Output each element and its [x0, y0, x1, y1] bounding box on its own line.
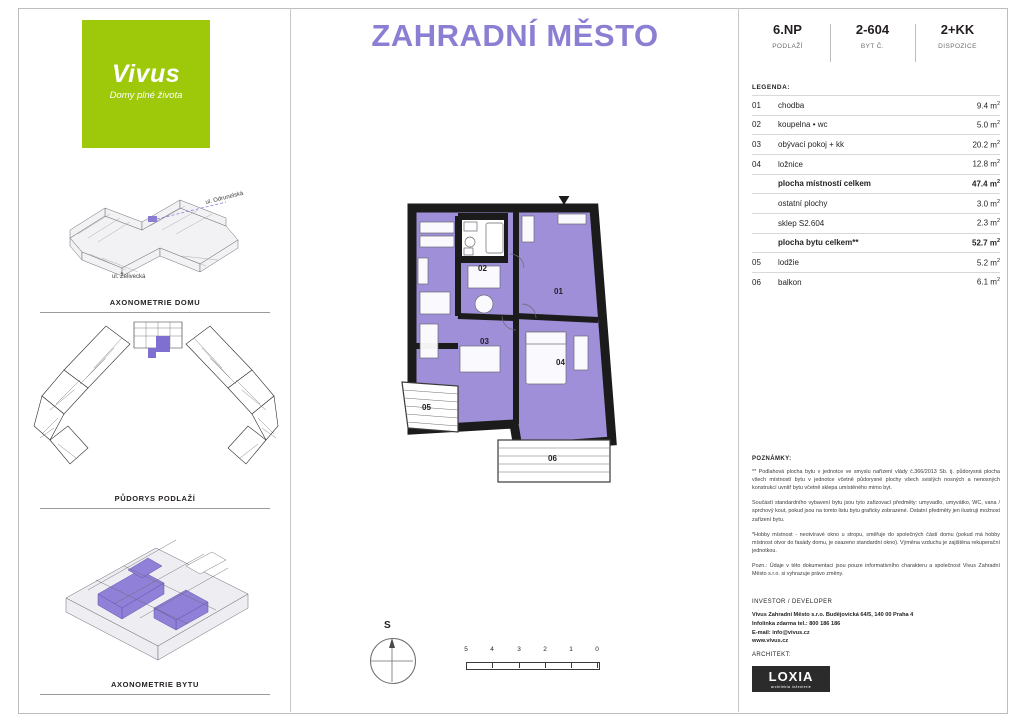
table-row	[752, 154, 1000, 174]
room-number: 02	[752, 120, 761, 130]
caption-axonometry-house: AXONOMETRIE DOMU	[109, 298, 201, 307]
header-unit	[830, 22, 915, 68]
compass-rose	[360, 620, 430, 690]
table-row	[752, 115, 1000, 135]
unit-floorplan-svg	[398, 196, 648, 486]
compass-label: S	[384, 620, 391, 631]
room-number: 06	[752, 277, 761, 287]
room-area: 52.7 $m^2$	[972, 238, 1000, 248]
note-2: Součástí standardního vybavení bytu jsou tyto zařizovací předměty: umyvadlo, umyvátko, WC, vana / sprchový kout, pokud jsou na tomto listu bytu graficky zobrazené. Ostatní předměty jen ilustruji možnost zařízení bytu.	[752, 500, 1000, 523]
header-unit-label: BYT Č.	[860, 43, 885, 50]
room-area: 9.4 $m^2$	[976, 100, 1000, 111]
loxia-sub: architekta inženierie	[770, 684, 812, 689]
room-label-03: 03	[480, 337, 489, 346]
room-label-04: 04	[556, 358, 565, 367]
table-row	[752, 134, 1000, 154]
room-area: 20.2 $m^2$	[972, 139, 1000, 150]
room-label-06: 06	[548, 454, 557, 463]
scale-tick-1: 1	[569, 646, 573, 653]
header-layout-label: DISPOZICE	[938, 43, 977, 50]
table-row	[752, 95, 1000, 115]
scale-tick-3: 3	[517, 646, 521, 653]
header-info	[745, 22, 1000, 68]
vivus-logo	[82, 20, 210, 148]
room-area: 6.1 $m^2$	[976, 277, 1000, 288]
note-3: *Hobby místnost - neotvíravé okno u stropu, směřuje do společných částí domu (pokud má hobby místnost otvor do fasády domu, je osazeno standardní okno). Výměna vzduchu je zajištěna rekuperační jednotkou.	[752, 531, 1000, 554]
loxia-name: LOXIA	[768, 668, 814, 684]
caption-axonometry-flat: AXONOMETRIE BYTU	[111, 680, 199, 689]
table-row	[752, 252, 1000, 272]
table-row	[752, 272, 1000, 292]
investor-web[interactable]: www.vivus.cz	[752, 638, 789, 645]
room-name: koupelna • wc	[778, 120, 828, 130]
investor-company: Vivus Zahradní Město s.r.o. Budějovická 64/5, 140 00 Praha 4	[752, 612, 914, 619]
loxia-logo	[752, 666, 830, 692]
caption-floor-plan: PŮDORYS PODLAŽÍ	[114, 494, 196, 503]
room-name: ložnice	[778, 159, 803, 169]
investor-block	[752, 598, 1000, 646]
scale-tick-4: 4	[490, 646, 494, 653]
unit-floorplan	[398, 196, 648, 486]
architect-heading: ARCHITEKT:	[752, 652, 792, 658]
room-area: 47.4 $m^2$	[972, 179, 1000, 189]
room-name: chodba	[778, 100, 805, 110]
note-1: ** Podlahová plocha bytu v jednotce ve smyslu nařízení vlády č.366/2013 Sb. tj. půdorysná plocha všech místností bytu v jednotce včetně půdorysné plochy všech svislých nosných a nenosných konstrukcí uvnitř bytu včetně sklepa umístěného mimo byt.	[752, 469, 1000, 492]
svg-text:ul. Odrunelská: ul. Odrunelská	[205, 190, 245, 206]
table-row-total-rooms	[752, 174, 1000, 194]
header-layout	[915, 22, 1000, 68]
divider	[40, 508, 270, 509]
room-name: obývací pokoj + kk	[778, 140, 845, 150]
investor-heading: INVESTOR / DEVELOPER	[752, 599, 833, 605]
room-area: 5.2 $m^2$	[976, 257, 1000, 268]
room-label-01: 01	[554, 287, 563, 296]
room-label-05: 05	[422, 403, 431, 412]
room-area: 12.8 $m^2$	[972, 159, 1000, 170]
room-name: lodžie	[778, 258, 799, 268]
room-number: 03	[752, 140, 761, 150]
room-name: sklep S2.604	[778, 218, 825, 228]
logo-tagline: Domy plné života	[109, 90, 183, 101]
scale-bar	[466, 640, 598, 674]
room-label-02: 02	[478, 264, 487, 273]
investor-email: E-mail: info@vivus.cz	[752, 629, 810, 636]
header-floor-value: 6.NP	[773, 22, 802, 37]
axonometry-house-drawing	[30, 168, 280, 283]
divider-right	[738, 8, 739, 712]
floor-plan-drawing	[30, 318, 280, 486]
room-area: 3.0 $m^2$	[976, 198, 1000, 209]
room-number: 04	[752, 159, 761, 169]
page-title: ZAHRADNÍ MĚSTO	[371, 18, 659, 53]
scale-bar-body	[466, 662, 600, 670]
logo-name: Vivus	[111, 60, 181, 88]
room-area: 2.3 $m^2$	[976, 218, 1000, 229]
room-name: plocha bytu celkem**	[778, 238, 859, 248]
axonometry-flat-drawing	[36, 520, 276, 670]
scale-tick-2: 2	[543, 646, 547, 653]
divider	[40, 312, 270, 313]
scale-tick-5: 5	[464, 646, 468, 653]
svg-text:ul. Želivecká: ul. Želivecká	[112, 274, 146, 280]
room-number: 05	[752, 258, 761, 268]
table-row-total-flat	[752, 233, 1000, 253]
legend-heading: LEGENDA:	[752, 84, 790, 91]
divider	[40, 694, 270, 695]
header-layout-value: 2+KK	[940, 22, 975, 37]
divider-left	[290, 8, 291, 712]
notes-heading: POZNÁMKY:	[752, 456, 792, 462]
header-floor-label: PODLAŽÍ	[772, 43, 803, 50]
table-row	[752, 213, 1000, 233]
room-area: 5.0 $m^2$	[976, 120, 1000, 130]
room-number: 01	[752, 100, 761, 110]
room-name: balkon	[778, 277, 802, 287]
table-row	[752, 193, 1000, 213]
header-floor	[745, 22, 830, 68]
legend-table	[752, 84, 1000, 292]
room-name: plocha místností celkem	[778, 179, 871, 189]
scale-tick-0: 0	[595, 646, 599, 653]
notes-block	[752, 455, 1000, 585]
investor-phone: Infolinka zdarma tel.: 800 186 186	[752, 620, 841, 627]
room-name: ostatní plochy	[778, 199, 828, 209]
header-unit-value: 2-604	[855, 22, 890, 37]
note-4: Pozn.: Údaje v této dokumentaci jsou pouze informativního charakteru a společnost Vivus Zahradní Město s.r.o. si vyhrazuje právo změny.	[752, 562, 1000, 578]
